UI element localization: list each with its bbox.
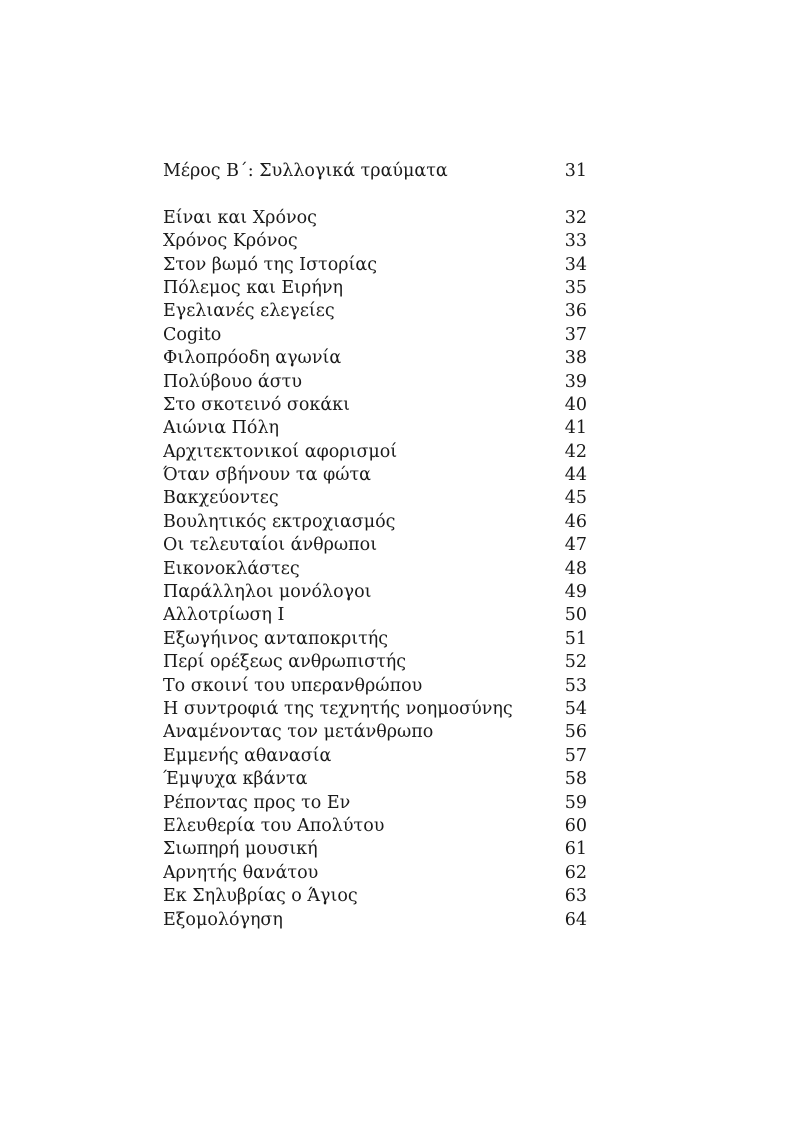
toc-entry-page-number: 52 xyxy=(564,652,587,673)
toc-entry-title: Αλλοτρίωση Ι xyxy=(163,605,285,626)
toc-entry-title: Η συντροφιά της τεχνητής νοημοσύνης xyxy=(163,698,513,719)
toc-entry xyxy=(163,534,587,557)
toc-entry-page-number: 64 xyxy=(564,909,587,930)
toc-entry-page-number: 63 xyxy=(564,886,587,907)
toc-entry xyxy=(163,417,587,440)
toc-entry-title: Όταν σβήνουν τα φώτα xyxy=(163,465,371,486)
toc-part-heading xyxy=(163,160,587,183)
toc-entry xyxy=(163,487,587,510)
toc-entry xyxy=(163,838,587,861)
toc-entry-page-number: 53 xyxy=(564,675,587,696)
toc-entry-title: Πόλεμος και Ειρήνη xyxy=(163,277,343,298)
toc-entry-title: Βουλητικός εκτροχιασμός xyxy=(163,511,396,532)
toc-entry-title: Είναι και Χρόνος xyxy=(163,207,317,228)
toc-entry-page-number: 46 xyxy=(564,511,587,532)
toc-entry-title: Στον βωμό της Ιστορίας xyxy=(163,254,378,275)
toc-entry-title: Παράλληλοι μονόλογοι xyxy=(163,582,372,603)
toc-entry xyxy=(163,371,587,394)
toc-entry xyxy=(163,768,587,791)
toc-entry-title: Εκ Σηλυβρίας ο Άγιος xyxy=(163,886,358,907)
toc-entry-page-number: 50 xyxy=(564,605,587,626)
toc-entry-page-number: 42 xyxy=(564,441,587,462)
toc-entry-page-number: 33 xyxy=(564,231,587,252)
toc-entry-page-number: 58 xyxy=(564,769,587,790)
toc-entry-page-number: 54 xyxy=(564,698,587,719)
toc-entry-title: Βακχεύοντες xyxy=(163,488,279,509)
toc-entry-page-number: 59 xyxy=(564,792,587,813)
toc-entry xyxy=(163,394,587,417)
toc-entry-title: Σιωπηρή μουσική xyxy=(163,839,318,860)
toc-entry-title: Cogito xyxy=(163,324,222,345)
toc-entry xyxy=(163,745,587,768)
toc-entry-page-number: 44 xyxy=(564,465,587,486)
toc-entry-page-number: 60 xyxy=(564,815,587,836)
toc-entry xyxy=(163,885,587,908)
toc-entry-page-number: 35 xyxy=(564,277,587,298)
toc-entry-page-number: 39 xyxy=(564,371,587,392)
toc-entry-title: Εξωγήινος ανταποκριτής xyxy=(163,628,389,649)
toc-entry-title: Περί ορέξεως ανθρωπιστής xyxy=(163,652,407,673)
toc-entry-title: Αναμένοντας τον μετάνθρωπο xyxy=(163,722,434,743)
toc-entry-title: Χρόνος Κρόνος xyxy=(163,231,298,252)
toc-entry xyxy=(163,558,587,581)
toc-entry xyxy=(163,628,587,651)
toc-entry-title: Εγελιανές ελεγείες xyxy=(163,301,335,322)
toc-entry-title: Φιλοπρόοδη αγωνία xyxy=(163,348,342,369)
toc-entry xyxy=(163,792,587,815)
toc-entry-title: Αιώνια Πόλη xyxy=(163,418,280,439)
toc-entry-page-number: 62 xyxy=(564,862,587,883)
toc-entry xyxy=(163,675,587,698)
toc-entry xyxy=(163,207,587,230)
toc-entry-page-number: 51 xyxy=(564,628,587,649)
toc-entry-page-number: 49 xyxy=(564,582,587,603)
toc-entry-page-number: 56 xyxy=(564,722,587,743)
toc-entry-title: Πολύβουο άστυ xyxy=(163,371,303,392)
toc-entries xyxy=(163,207,587,932)
toc-entry xyxy=(163,909,587,932)
toc-entry xyxy=(163,721,587,744)
table-of-contents xyxy=(163,160,587,932)
toc-entry xyxy=(163,230,587,253)
toc-entry xyxy=(163,698,587,721)
toc-entry xyxy=(163,464,587,487)
toc-entry-page-number: 47 xyxy=(564,535,587,556)
toc-entry-page-number: 37 xyxy=(564,324,587,345)
toc-entry-title: Εικονοκλάστες xyxy=(163,558,300,579)
toc-entry-page-number: 34 xyxy=(564,254,587,275)
toc-entry-title: Ρέποντας προς το Εν xyxy=(163,792,351,813)
toc-entry xyxy=(163,511,587,534)
toc-entry xyxy=(163,815,587,838)
toc-entry-title: Στο σκοτεινό σοκάκι xyxy=(163,394,350,415)
toc-entry xyxy=(163,604,587,627)
toc-entry-page-number: 61 xyxy=(564,839,587,860)
toc-entry-page-number: 41 xyxy=(564,418,587,439)
toc-entry xyxy=(163,862,587,885)
toc-entry xyxy=(163,651,587,674)
toc-entry xyxy=(163,300,587,323)
toc-entry xyxy=(163,324,587,347)
toc-entry-page-number: 40 xyxy=(564,394,587,415)
toc-entry xyxy=(163,441,587,464)
part-page-number: 31 xyxy=(564,161,587,181)
toc-entry-title: Οι τελευταίοι άνθρωποι xyxy=(163,535,378,556)
toc-entry-title: Ελευθερία του Απολύτου xyxy=(163,815,385,836)
toc-entry-page-number: 57 xyxy=(564,745,587,766)
toc-entry xyxy=(163,254,587,277)
toc-entry xyxy=(163,581,587,604)
toc-entry-page-number: 36 xyxy=(564,301,587,322)
toc-entry-page-number: 38 xyxy=(564,348,587,369)
toc-entry-title: Εμμενής αθανασία xyxy=(163,745,332,766)
toc-entry-page-number: 32 xyxy=(564,207,587,228)
toc-entry-page-number: 45 xyxy=(564,488,587,509)
toc-entry xyxy=(163,347,587,370)
toc-entry-title: Το σκοινί του υπερανθρώπου xyxy=(163,675,423,696)
toc-entry-title: Έμψυχα κβάντα xyxy=(163,769,308,790)
toc-entry-title: Εξομολόγηση xyxy=(163,909,283,930)
toc-entry-title: Αρχιτεκτονικοί αφορισμοί xyxy=(163,441,398,462)
toc-entry-page-number: 48 xyxy=(564,558,587,579)
part-title: Μέρος Β΄: Συλλογικά τραύματα xyxy=(163,161,448,181)
toc-entry xyxy=(163,277,587,300)
toc-entry-title: Αρνητής θανάτου xyxy=(163,862,319,883)
